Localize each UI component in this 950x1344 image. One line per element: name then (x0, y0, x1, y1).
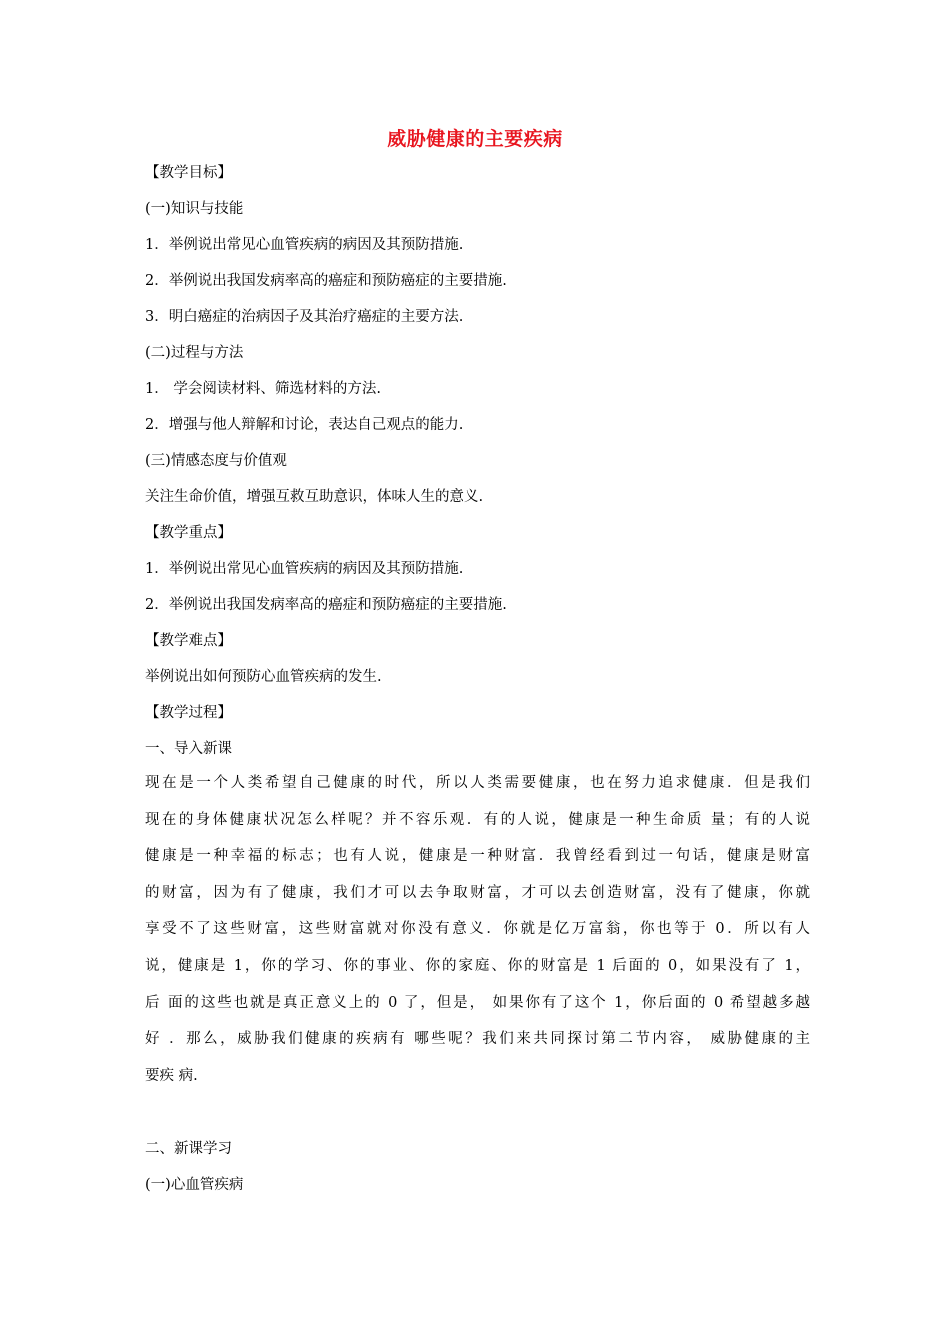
paragraph-line: 健康是一种幸福的标志；也有人说，健康是一种财富．我曾经看到过一句话，健康是财富 (145, 848, 810, 865)
paragraph-line: 的财富，因为有了健康，我们才可以去争取财富，才可以去创造财富，没有了健康，你就 (145, 884, 810, 901)
difficulty-item: 举例说出如何预防心血管疾病的发生. (145, 669, 382, 685)
section-heading-difficulties: 【教学难点】 (145, 633, 232, 649)
paragraph-line: 现在的身体健康状况怎么样呢？并不容乐观．有的人说，健康是一种生命质 量；有的人说 (145, 811, 810, 828)
section-heading-objectives: 【教学目标】 (145, 165, 232, 181)
key-point-item-2: 2．举例说出我国发病率高的癌症和预防癌症的主要措施. (145, 597, 507, 613)
paragraph-line: 后 面的这些也就是真正意义上的 0 了，但是， 如果你有了这个 1，你后面的 0 希望越多越 (145, 994, 810, 1011)
subheading-emotion-values: (三)情感态度与价值观 (145, 453, 287, 469)
paragraph-line: 享受不了这些财富，这些财富就对你没有意义．你就是亿万富翁，你也等于 0．所以有人 (145, 921, 810, 938)
section-heading-process: 【教学过程】 (145, 705, 232, 721)
emotion-item: 关注生命价值，增强互救互助意识，体味人生的意义. (145, 489, 484, 505)
subheading-process-method: (二)过程与方法 (145, 345, 244, 361)
paragraph-line: 现在是一个人类希望自己健康的时代，所以人类需要健康，也在努力追求健康．但是我们 (145, 775, 810, 791)
document-title: 威胁健康的主要疾病 (387, 128, 563, 150)
subheading-knowledge-skills: (一)知识与技能 (145, 201, 244, 217)
paragraph-line: 说，健康是 1，你的学习、你的事业、你的家庭、你的财富是 1 后面的 0，如果没有了 1， (145, 957, 810, 974)
paragraph-line: 好 ．那么，威胁我们健康的疾病有 哪些呢？我们来共同探讨第二节内容， 威胁健康的主 (145, 1031, 810, 1048)
objective-item-3: 3．明白癌症的治病因子及其治疗癌症的主要方法. (145, 309, 464, 325)
intro-paragraph (145, 765, 810, 1094)
step-heading-new-lesson: 二、新课学习 (145, 1141, 232, 1157)
key-point-item-1: 1．举例说出常见心血管疾病的病因及其预防措施. (145, 561, 464, 577)
objective-item-1: 1．举例说出常见心血管疾病的病因及其预防措施. (145, 237, 464, 253)
subheading-cardiovascular: (一)心血管疾病 (145, 1177, 244, 1193)
step-heading-intro: 一、导入新课 (145, 741, 232, 757)
section-heading-key-points: 【教学重点】 (145, 525, 232, 541)
process-item-2: 2．增强与他人辩解和讨论，表达自己观点的能力. (145, 417, 464, 433)
objective-item-2: 2．举例说出我国发病率高的癌症和预防癌症的主要措施. (145, 273, 507, 289)
paragraph-line: 要疾 病. (145, 1067, 198, 1084)
process-item-1: 1． 学会阅读材料、筛选材料的方法. (145, 381, 381, 397)
